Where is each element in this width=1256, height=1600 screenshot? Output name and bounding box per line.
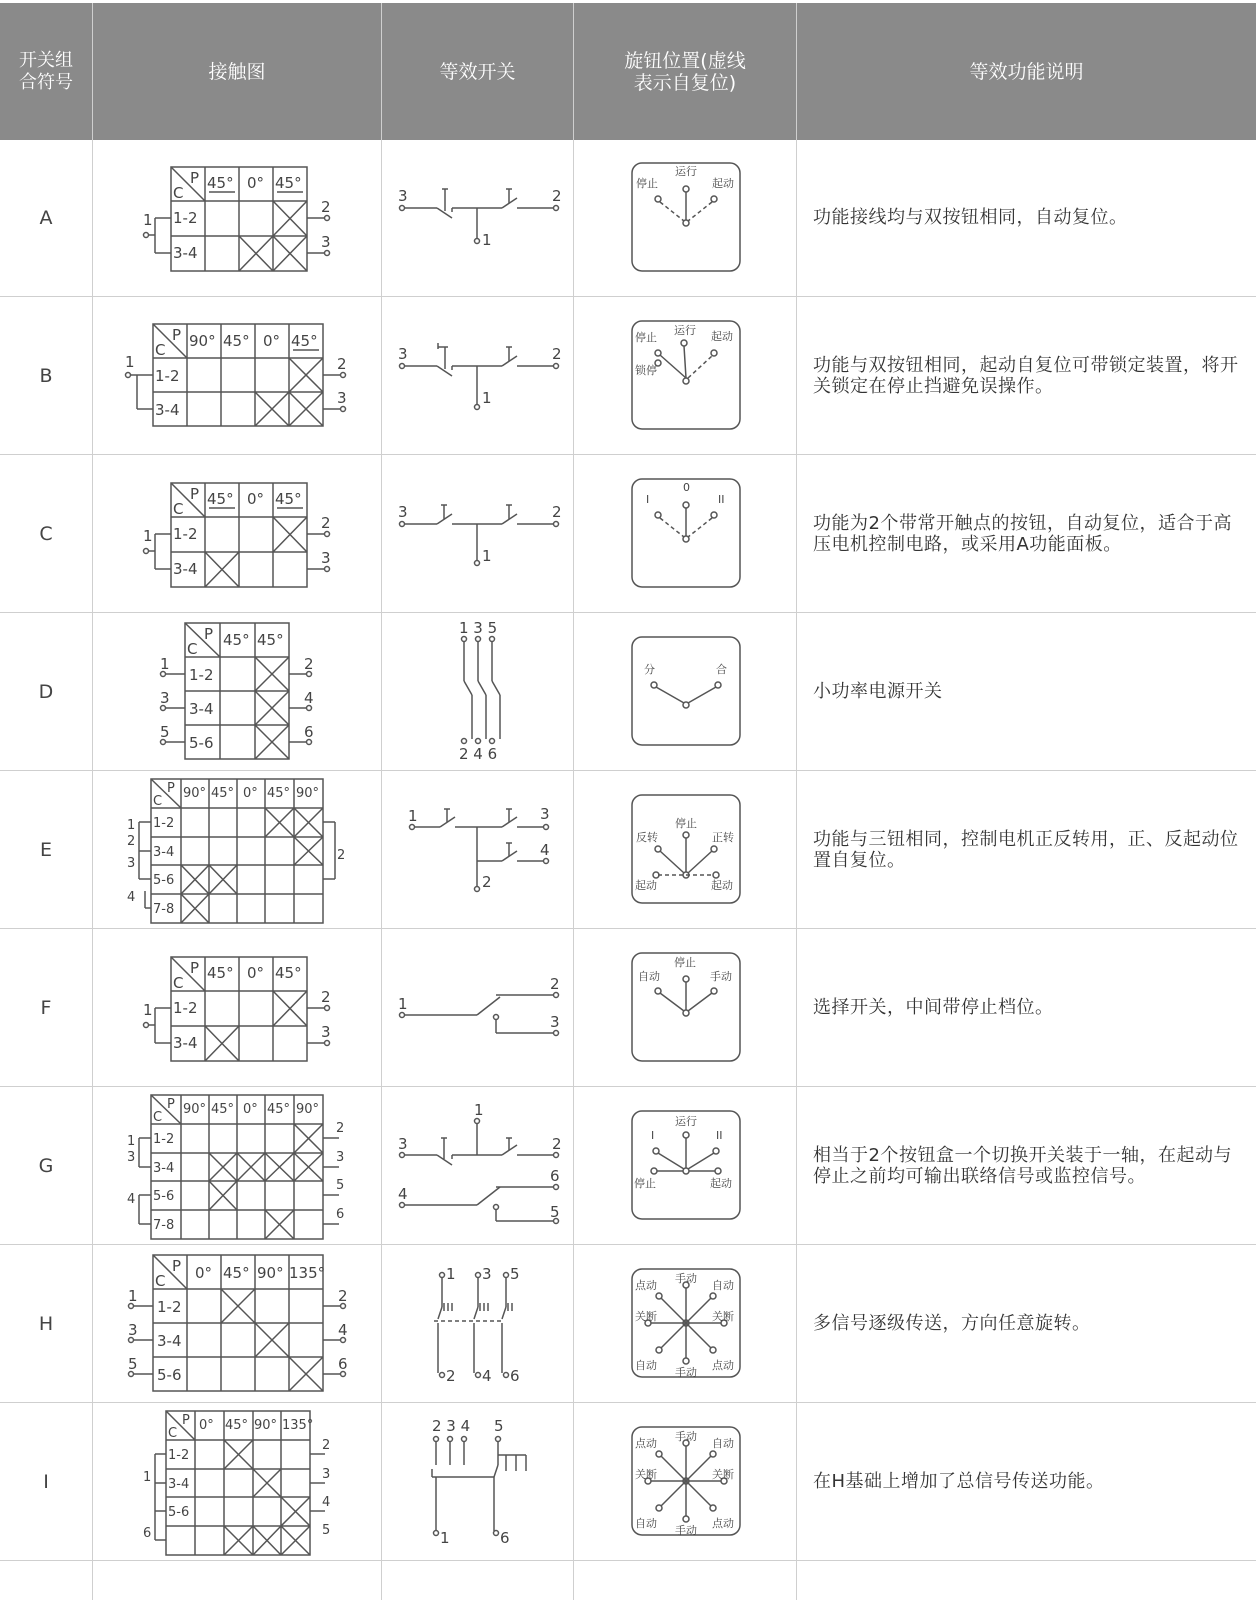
svg-text:C: C [155,341,166,359]
svg-text:运行: 运行 [674,324,696,337]
svg-text:1: 1 [127,1134,136,1149]
svg-text:2: 2 [550,975,560,993]
knob-position [574,455,796,612]
svg-text:正转: 正转 [712,831,734,844]
function-desc: 多信号逐级传送，方向任意旋转。 [813,1313,1091,1334]
svg-text:2: 2 [321,988,331,1006]
svg-text:1: 1 [125,353,135,371]
svg-text:3: 3 [321,1023,331,1041]
svg-text:1: 1 [143,211,153,229]
svg-text:90°: 90° [254,1418,278,1433]
svg-text:P: P [190,169,200,187]
svg-text:3-4: 3-4 [168,1477,190,1492]
row-symbol: I [43,1470,49,1493]
equivalent-switch [382,613,573,770]
svg-text:3-4: 3-4 [173,244,198,262]
function-desc: 功能与三钮相同，控制电机正反转用，正、反起动位置自复位。 [813,828,1239,871]
row-symbol: A [39,206,53,229]
table-row [0,613,1256,770]
svg-text:90°: 90° [183,1102,207,1117]
contact-diagram [93,771,381,928]
svg-text:6: 6 [336,1207,345,1222]
svg-text:P: P [167,781,175,796]
svg-text:C: C [187,640,198,658]
svg-text:3: 3 [398,345,408,363]
svg-text:3: 3 [321,549,331,567]
svg-text:点动: 点动 [635,1437,657,1450]
svg-text:3-4: 3-4 [173,560,198,578]
svg-text:点动: 点动 [712,1517,734,1530]
svg-text:自动: 自动 [635,1359,657,1372]
svg-text:1-2: 1-2 [173,999,198,1017]
svg-text:4: 4 [398,1185,408,1203]
svg-text:1: 1 [482,231,492,249]
svg-text:3-4: 3-4 [153,1161,175,1176]
svg-text:0°: 0° [247,174,265,192]
svg-text:停止: 停止 [634,1177,656,1190]
svg-text:45°: 45° [223,332,250,350]
svg-text:0°: 0° [195,1264,213,1282]
svg-text:3-4: 3-4 [157,1332,182,1350]
svg-text:关断: 关断 [635,1468,657,1481]
equivalent-switch [382,1245,573,1402]
svg-text:C: C [155,1272,166,1290]
table-row [0,1403,1256,1560]
row-symbol: F [40,996,52,1019]
svg-text:合: 合 [716,663,727,676]
svg-text:2: 2 [552,1135,562,1153]
svg-text:45°: 45° [291,332,318,350]
svg-text:0°: 0° [247,490,265,508]
equivalent-switch [382,1087,573,1244]
svg-text:1-2: 1-2 [189,666,214,684]
svg-text:1 3 5: 1 3 5 [459,619,498,637]
svg-text:90°: 90° [189,332,216,350]
svg-text:点动: 点动 [712,1359,734,1372]
svg-text:起动: 起动 [712,177,734,190]
table-row [0,771,1256,928]
svg-text:1: 1 [474,1101,484,1119]
knob-position [574,929,796,1086]
svg-text:3: 3 [398,187,408,205]
svg-text:运行: 运行 [675,165,697,178]
svg-text:P: P [172,1257,182,1275]
equivalent-switch [382,771,573,928]
svg-text:5: 5 [128,1355,138,1373]
row-symbol: C [39,522,53,545]
svg-text:1-2: 1-2 [168,1448,190,1463]
svg-text:4: 4 [127,1192,136,1207]
svg-text:0°: 0° [247,964,265,982]
svg-text:P: P [190,485,200,503]
svg-text:1: 1 [440,1529,450,1547]
svg-text:45°: 45° [267,786,291,801]
svg-text:3: 3 [550,1013,560,1031]
svg-text:5-6: 5-6 [157,1366,182,1384]
svg-text:2: 2 [304,655,314,673]
svg-text:3: 3 [127,1150,136,1165]
svg-text:2: 2 [336,1121,345,1136]
svg-text:45°: 45° [225,1418,249,1433]
svg-text:运行: 运行 [675,1115,697,1128]
knob-position [574,613,796,770]
svg-text:1: 1 [143,527,153,545]
header-equivalent-switch: 等效开关 [382,3,573,140]
svg-text:1-2: 1-2 [155,367,180,385]
svg-text:90°: 90° [296,1102,320,1117]
svg-text:5: 5 [550,1203,560,1221]
svg-text:6: 6 [510,1367,520,1385]
function-desc: 功能与双按钮相同，起动自复位可带锁定装置，将开关锁定在停止挡避免误操作。 [813,354,1239,397]
svg-text:5: 5 [494,1417,504,1435]
function-desc: 小功率电源开关 [813,681,943,702]
svg-text:4: 4 [322,1495,331,1510]
svg-text:1-2: 1-2 [153,1132,175,1147]
row-symbol: E [39,838,52,861]
svg-text:45°: 45° [211,1102,235,1117]
table-row [0,1087,1256,1244]
contact-diagram [93,929,381,1086]
svg-text:起动: 起动 [710,1177,732,1190]
svg-text:135°: 135° [282,1418,314,1433]
svg-text:5: 5 [336,1178,345,1193]
svg-text:0: 0 [683,481,690,494]
svg-text:1-2: 1-2 [173,525,198,543]
header-contact-diagram: 接触图 [93,3,381,140]
row-symbol: B [39,364,53,387]
function-desc: 在H基础上增加了总信号传送功能。 [813,1471,1105,1492]
svg-text:自动: 自动 [635,1517,657,1530]
contact-diagram [93,1245,381,1402]
svg-text:1-2: 1-2 [173,209,198,227]
svg-text:2: 2 [552,503,562,521]
svg-text:90°: 90° [183,786,207,801]
svg-text:4: 4 [482,1367,492,1385]
svg-text:停止: 停止 [636,177,658,190]
svg-text:45°: 45° [275,174,302,192]
svg-text:3: 3 [322,1467,331,1482]
knob-position [574,297,796,454]
svg-text:3: 3 [337,389,347,407]
row-symbol: D [38,680,54,703]
svg-text:7-8: 7-8 [153,1218,175,1233]
svg-text:P: P [182,1413,190,1428]
svg-text:45°: 45° [275,490,302,508]
svg-text:5-6: 5-6 [189,734,214,752]
svg-text:2: 2 [552,345,562,363]
svg-text:3: 3 [321,233,331,251]
svg-text:45°: 45° [207,490,234,508]
equivalent-switch [382,929,573,1086]
svg-text:2: 2 [337,848,346,863]
svg-text:C: C [173,974,184,992]
svg-text:45°: 45° [275,964,302,982]
svg-text:2 3 4: 2 3 4 [432,1417,471,1435]
svg-text:1: 1 [143,1470,152,1485]
svg-text:2: 2 [127,834,136,849]
svg-text:45°: 45° [257,631,284,649]
svg-text:C: C [173,500,184,518]
svg-text:起动: 起动 [635,879,657,892]
svg-text:手动: 手动 [675,1430,697,1443]
svg-text:锁停: 锁停 [635,364,657,377]
svg-text:7-8: 7-8 [153,902,175,917]
svg-text:4: 4 [127,890,136,905]
svg-text:P: P [172,326,182,344]
table-row [0,297,1256,454]
svg-text:C: C [153,1110,163,1125]
table-row [0,929,1256,1086]
svg-text:45°: 45° [223,1264,250,1282]
svg-text:1: 1 [482,389,492,407]
svg-text:3-4: 3-4 [173,1034,198,1052]
svg-text:5: 5 [160,723,170,741]
svg-text:135°: 135° [289,1264,326,1282]
contact-diagram [93,1087,381,1244]
svg-text:5-6: 5-6 [153,873,175,888]
svg-text:2: 2 [337,355,347,373]
svg-text:自动: 自动 [712,1279,734,1292]
header-knob-position: 旋钮位置(虚线表示自复位) [574,3,796,140]
svg-text:1: 1 [143,1001,153,1019]
svg-text:6: 6 [143,1526,152,1541]
svg-text:3-4: 3-4 [155,401,180,419]
equivalent-switch [382,139,573,296]
svg-text:C: C [173,184,184,202]
svg-text:停止: 停止 [635,331,657,344]
svg-text:4: 4 [304,689,314,707]
svg-text:2: 2 [338,1287,348,1305]
svg-text:6: 6 [338,1355,348,1373]
knob-position [574,771,796,928]
svg-text:关断: 关断 [712,1468,734,1481]
function-desc: 选择开关，中间带停止档位。 [813,997,1054,1018]
table-row [0,139,1256,296]
svg-text:1: 1 [408,807,418,825]
svg-text:C: C [153,794,163,809]
svg-text:手动: 手动 [675,1366,697,1379]
svg-text:2: 2 [321,198,331,216]
svg-text:3: 3 [336,1150,345,1165]
svg-text:点动: 点动 [635,1279,657,1292]
svg-text:90°: 90° [257,1264,284,1282]
svg-text:停止: 停止 [675,817,697,830]
svg-text:3: 3 [398,503,408,521]
svg-text:手动: 手动 [675,1524,697,1537]
svg-text:4: 4 [338,1321,348,1339]
knob-position [574,1087,796,1244]
svg-text:45°: 45° [207,174,234,192]
svg-text:起动: 起动 [711,879,733,892]
svg-text:停止: 停止 [674,956,696,969]
svg-text:3-4: 3-4 [189,700,214,718]
contact-diagram [93,1403,381,1560]
svg-text:关断: 关断 [635,1310,657,1323]
svg-text:P: P [167,1097,175,1112]
contact-diagram [93,613,381,770]
contact-diagram [93,455,381,612]
row-symbol: G [38,1154,54,1177]
svg-text:2: 2 [322,1438,331,1453]
svg-text:45°: 45° [223,631,250,649]
svg-text:3: 3 [482,1265,492,1283]
svg-text:II: II [716,1129,723,1142]
svg-text:0°: 0° [243,786,258,801]
svg-text:6: 6 [550,1167,560,1185]
svg-text:2: 2 [446,1367,456,1385]
svg-text:1: 1 [398,995,408,1013]
svg-text:I: I [651,1129,655,1142]
knob-position [574,1245,796,1402]
svg-text:3: 3 [127,856,136,871]
table-row [0,1245,1256,1402]
svg-text:2 4 6: 2 4 6 [459,745,498,763]
svg-text:5-6: 5-6 [168,1505,190,1520]
header-function-desc: 等效功能说明 [797,3,1256,140]
svg-text:45°: 45° [207,964,234,982]
svg-text:6: 6 [304,723,314,741]
svg-text:3: 3 [398,1135,408,1153]
svg-text:5: 5 [510,1265,520,1283]
svg-text:1-2: 1-2 [157,1298,182,1316]
svg-text:3: 3 [160,689,170,707]
svg-text:反转: 反转 [636,831,658,844]
svg-text:5-6: 5-6 [153,1189,175,1204]
svg-text:3: 3 [540,805,550,823]
equivalent-switch [382,297,573,454]
svg-text:6: 6 [500,1529,510,1547]
contact-diagram [93,139,381,296]
svg-text:自动: 自动 [712,1437,734,1450]
svg-text:3-4: 3-4 [153,845,175,860]
svg-text:2: 2 [321,514,331,532]
svg-text:P: P [204,625,214,643]
row-symbol: H [38,1312,54,1335]
svg-text:I: I [646,493,650,506]
svg-text:0°: 0° [199,1418,214,1433]
svg-text:1: 1 [482,547,492,565]
svg-text:90°: 90° [296,786,320,801]
svg-text:1: 1 [128,1287,138,1305]
svg-text:1: 1 [446,1265,456,1283]
svg-text:1-2: 1-2 [153,816,175,831]
svg-text:2: 2 [482,873,492,891]
svg-text:2: 2 [552,187,562,205]
svg-text:II: II [718,493,725,506]
svg-text:1: 1 [160,655,170,673]
svg-text:起动: 起动 [711,330,733,343]
equivalent-switch [382,1403,573,1560]
function-desc: 功能接线均与双按钮相同，自动复位。 [813,207,1128,228]
knob-position [574,1403,796,1560]
svg-text:0°: 0° [263,332,281,350]
equivalent-switch [382,455,573,612]
svg-text:关断: 关断 [712,1310,734,1323]
function-desc: 功能为2个带常开触点的按钮，自动复位，适合于高压电机控制电路，或采用A功能面板。 [813,512,1232,555]
svg-text:5: 5 [322,1523,331,1538]
svg-text:C: C [168,1426,178,1441]
function-desc: 相当于2个按钮盒一个切换开关装于一轴，在起动与停止之前均可输出联络信号或监控信号。 [813,1144,1232,1187]
svg-text:3: 3 [128,1321,138,1339]
svg-text:手动: 手动 [675,1272,697,1285]
svg-text:0°: 0° [243,1102,258,1117]
svg-text:手动: 手动 [710,970,732,983]
svg-text:P: P [190,959,200,977]
svg-text:自动: 自动 [638,970,660,983]
table-row [0,455,1256,612]
svg-text:4: 4 [540,841,550,859]
svg-text:分: 分 [644,663,655,676]
svg-text:45°: 45° [267,1102,291,1117]
svg-text:1: 1 [127,818,136,833]
contact-diagram [93,297,381,454]
header-symbol: 开关组合符号 [0,3,92,140]
svg-text:45°: 45° [211,786,235,801]
knob-position [574,139,796,296]
